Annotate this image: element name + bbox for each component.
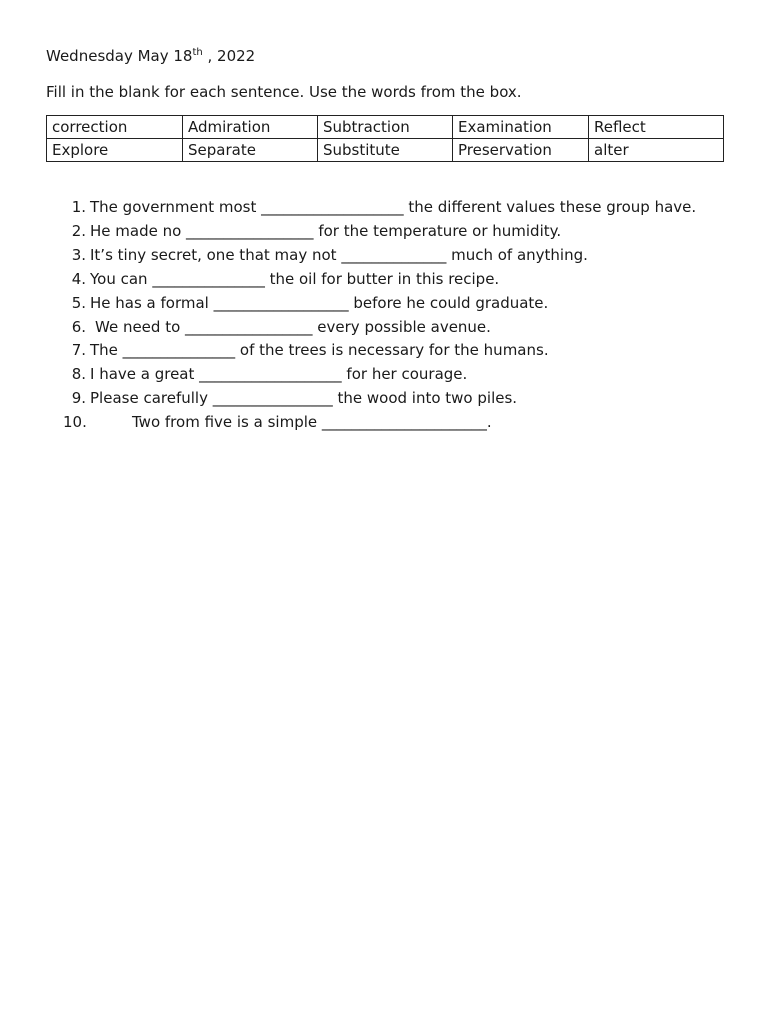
sentence-item xyxy=(71,268,730,292)
sentence-number: 6. xyxy=(71,317,86,336)
word-cell: Admiration xyxy=(183,116,318,139)
sentence-number: 5. xyxy=(71,293,86,312)
sentence-number: 3. xyxy=(71,245,86,264)
word-cell: Examination xyxy=(453,116,589,139)
word-cell: correction xyxy=(47,116,183,139)
word-cell: Reflect xyxy=(589,116,724,139)
sentence-text: Two from five is a simple ______________________. xyxy=(132,413,492,432)
word-cell: alter xyxy=(589,139,724,162)
sentence-item xyxy=(71,196,730,220)
sentence-text: He has a formal __________________ before he could graduate. xyxy=(90,293,549,312)
sentence-item xyxy=(71,363,730,387)
sentence-text: We need to _________________ every possible avenue. xyxy=(95,317,491,336)
sentence-text: It’s tiny secret, one that may not ______________ much of anything. xyxy=(90,245,588,264)
sentence-text: Please carefully ________________ the wood into two piles. xyxy=(90,389,518,408)
date-main: Wednesday May 18 xyxy=(46,47,193,65)
sentence-item xyxy=(71,387,730,411)
word-box-row xyxy=(47,139,724,162)
sentence-text: I have a great ___________________ for her courage. xyxy=(90,365,468,384)
sentence-item xyxy=(71,339,730,363)
sentence-item xyxy=(71,244,730,268)
sentence-number: 2. xyxy=(71,221,86,240)
date-heading xyxy=(46,47,255,65)
sentence-text: The _______________ of the trees is necessary for the humans. xyxy=(90,341,549,360)
sentence-item xyxy=(71,292,730,316)
sentence-item xyxy=(71,220,730,244)
sentence-number: 7. xyxy=(71,341,86,360)
sentence-text: He made no _________________ for the temperature or humidity. xyxy=(90,221,562,240)
word-box-row xyxy=(47,116,724,139)
sentence-number: 1. xyxy=(71,198,86,216)
instructions-text: Fill in the blank for each sentence. Use the words from the box. xyxy=(46,83,522,101)
word-cell: Substitute xyxy=(318,139,453,162)
date-ordinal-suffix: th xyxy=(192,47,203,58)
sentence-list xyxy=(63,196,730,435)
word-cell: Preservation xyxy=(453,139,589,162)
word-box-table xyxy=(46,115,724,162)
word-cell: Separate xyxy=(183,139,318,162)
word-cell: Explore xyxy=(47,139,183,162)
sentence-item xyxy=(63,411,730,435)
sentence-text: You can _______________ the oil for butter in this recipe. xyxy=(90,269,500,288)
sentence-number: 10. xyxy=(63,413,87,432)
sentence-number: 9. xyxy=(71,389,86,408)
sentence-text: The government most ___________________ the different values these group have. xyxy=(90,198,697,216)
date-year: , 2022 xyxy=(202,47,256,65)
sentence-number: 8. xyxy=(71,365,86,384)
word-cell: Subtraction xyxy=(318,116,453,139)
sentence-item xyxy=(71,316,730,340)
sentence-number: 4. xyxy=(71,269,86,288)
